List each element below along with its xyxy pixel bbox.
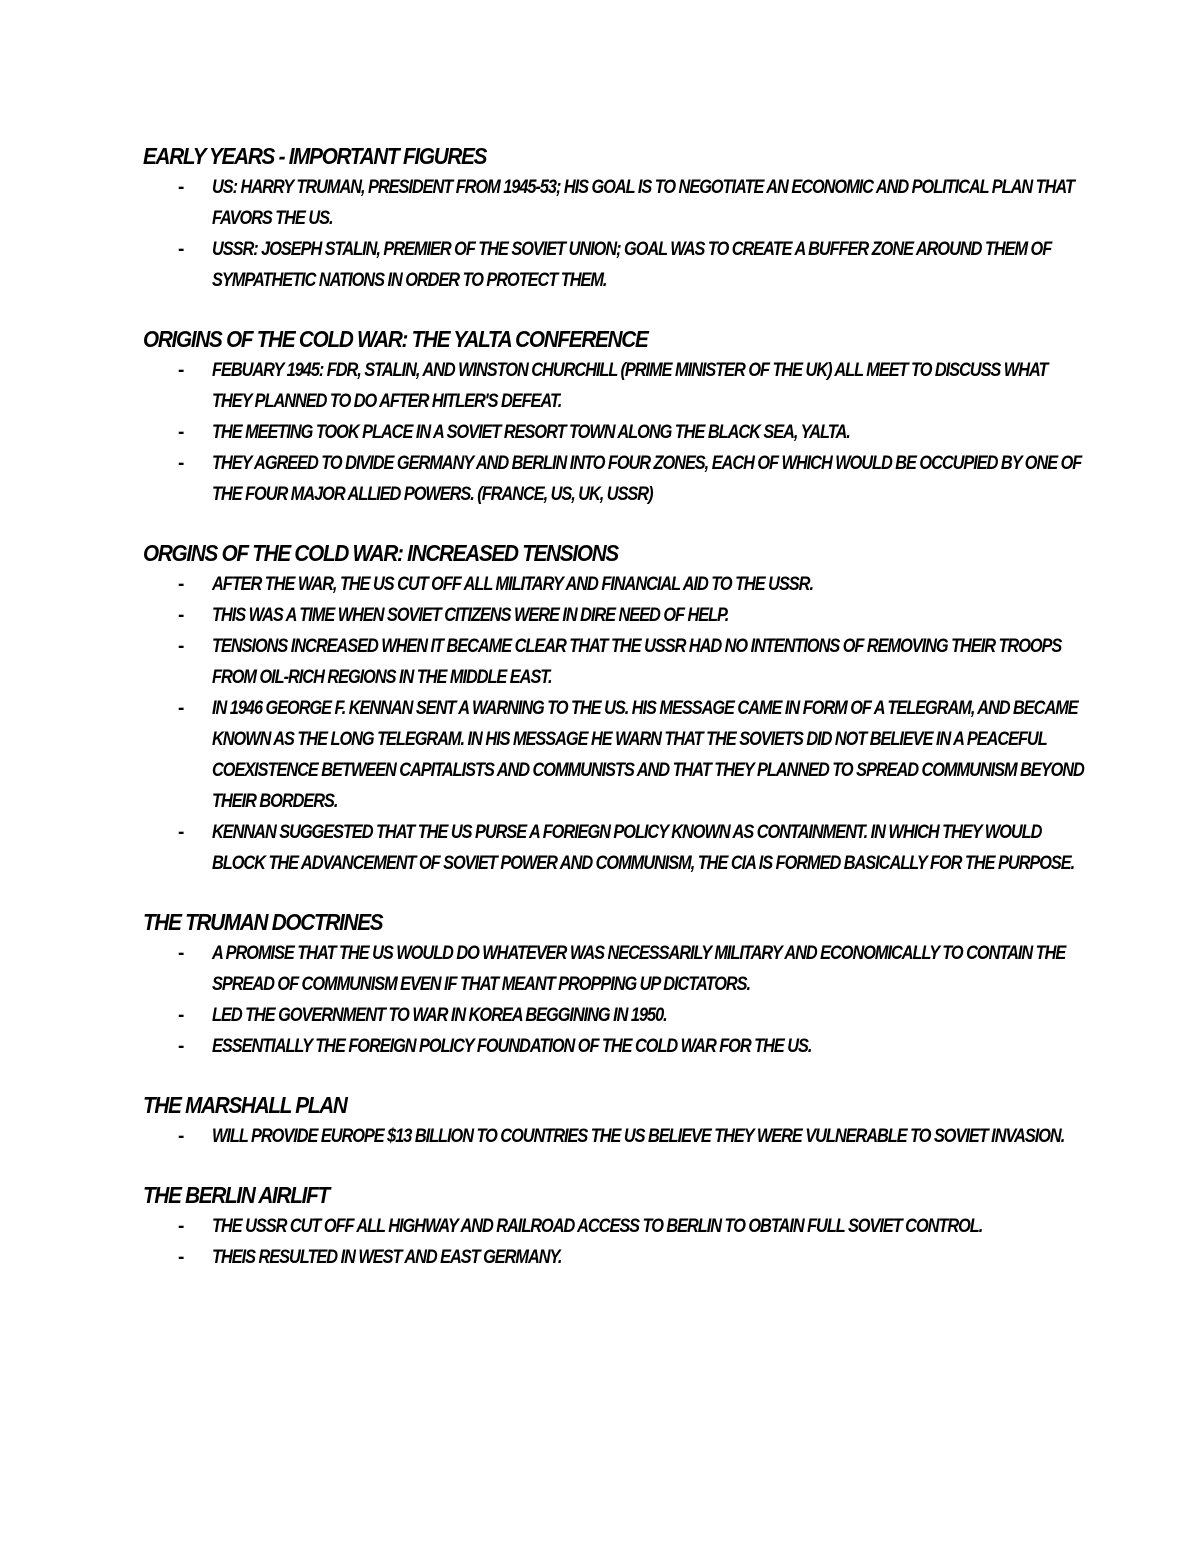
bullet-item <box>143 234 1083 296</box>
bullet-item <box>143 448 1083 510</box>
bullet-text: WILL PROVIDE EUROPE $13 BILLION TO COUNTRIES THE US BELIEVE THEY WERE VULNERABLE TO SOVIET INVASION. <box>212 1126 1065 1147</box>
section-yalta-conference <box>143 323 1083 510</box>
bullet-item <box>143 1000 1083 1031</box>
bullet-list <box>143 569 1083 879</box>
bullet-item <box>143 631 1083 693</box>
bullet-text: A PROMISE THAT THE US WOULD DO WHATEVER WAS NECESSARILY MILITARY AND ECONOMICALLY TO CONTAIN THE SPREAD OF COMMUNISM EVEN IF THAT MEANT PROPPING UP DICTATORS. <box>212 943 1066 995</box>
section-heading: THE TRUMAN DOCTRINES <box>143 909 383 935</box>
bullet-dash: - <box>178 239 184 260</box>
bullet-text: THEY AGREED TO DIVIDE GERMANY AND BERLIN INTO FOUR ZONES, EACH OF WHICH WOULD BE OCCUPIED BY ONE OF THE FOUR MAJOR ALLIED POWERS. (FRANCE, US, UK, USSR) <box>212 453 1082 505</box>
bullet-item <box>143 1242 1083 1273</box>
bullet-text: THEIS RESULTED IN WEST AND EAST GERMANY. <box>212 1247 562 1268</box>
bullet-item <box>143 355 1083 417</box>
bullet-dash: - <box>178 1005 184 1026</box>
bullet-dash: - <box>178 698 184 719</box>
bullet-item <box>143 172 1083 234</box>
section-heading: THE BERLIN AIRLIFT <box>143 1182 329 1208</box>
bullet-text: TENSIONS INCREASED WHEN IT BECAME CLEAR THAT THE USSR HAD NO INTENTIONS OF REMOVING THEIR TROOPS FROM OIL-RICH REGIONS IN THE MIDDLE EAST. <box>212 636 1062 688</box>
bullet-text: AFTER THE WAR, THE US CUT OFF ALL MILITARY AND FINANCIAL AID TO THE USSR. <box>212 574 813 595</box>
bullet-text: THIS WAS A TIME WHEN SOVIET CITIZENS WERE IN DIRE NEED OF HELP. <box>212 605 729 626</box>
bullet-item <box>143 1031 1083 1062</box>
section-heading: THE MARSHALL PLAN <box>143 1092 347 1118</box>
bullet-dash: - <box>178 422 184 443</box>
bullet-item <box>143 600 1083 631</box>
bullet-text: THE USSR CUT OFF ALL HIGHWAY AND RAILROAD ACCESS TO BERLIN TO OBTAIN FULL SOVIET CONTROL. <box>212 1216 983 1237</box>
bullet-list <box>143 355 1083 510</box>
bullet-dash: - <box>178 1247 184 1268</box>
bullet-dash: - <box>178 360 184 381</box>
bullet-list <box>143 1211 1083 1273</box>
bullet-text: USSR: JOSEPH STALIN, PREMIER OF THE SOVIET UNION; GOAL WAS TO CREATE A BUFFER ZONE AROUND THEM OF SYMPATHETIC NATIONS IN ORDER TO PROTECT THEM. <box>212 239 1052 291</box>
bullet-dash: - <box>178 453 184 474</box>
bullet-text: THE MEETING TOOK PLACE IN A SOVIET RESORT TOWN ALONG THE BLACK SEA, YALTA. <box>212 422 850 443</box>
bullet-item <box>143 1121 1083 1152</box>
bullet-item <box>143 938 1083 1000</box>
bullet-list <box>143 172 1083 296</box>
bullet-dash: - <box>178 574 184 595</box>
section-berlin-airlift <box>143 1179 1083 1273</box>
section-heading: EARLY YEARS - IMPORTANT FIGURES <box>143 143 487 169</box>
bullet-item <box>143 569 1083 600</box>
bullet-text: FEBUARY 1945: FDR, STALIN, AND WINSTON CHURCHILL (PRIME MINISTER OF THE UK) ALL MEET TO DISCUSS WHAT THEY PLANNED TO DO AFTER HITLER'S DEFEAT. <box>212 360 1048 412</box>
bullet-text: ESSENTIALLY THE FOREIGN POLICY FOUNDATION OF THE COLD WAR FOR THE US. <box>212 1036 812 1057</box>
bullet-text: IN 1946 GEORGE F. KENNAN SENT A WARNING TO THE US. HIS MESSAGE CAME IN FORM OF A TELEGRAM, AND BECAME KNOWN AS THE LONG TELEGRAM. IN HIS MESSAGE HE WARN THAT THE SOVIETS DID NOT BELIEVE IN A PEACEFUL COEXISTENCE BETWEEN CAPITALISTS AND COMMUNISTS AND THAT THEY PLANNED TO SPREAD COMMUNISM BEYOND THEIR BORDERS. <box>212 698 1084 812</box>
document-body <box>143 140 1083 1300</box>
bullet-item <box>143 417 1083 448</box>
bullet-dash: - <box>178 177 184 198</box>
bullet-text: LED THE GOVERNMENT TO WAR IN KOREA BEGGINING IN 1950. <box>212 1005 667 1026</box>
bullet-dash: - <box>178 605 184 626</box>
section-early-years <box>143 140 1083 296</box>
bullet-dash: - <box>178 822 184 843</box>
section-heading: ORGINS OF THE COLD WAR: INCREASED TENSIONS <box>143 540 618 566</box>
bullet-dash: - <box>178 636 184 657</box>
bullet-list <box>143 938 1083 1062</box>
section-heading: ORIGINS OF THE COLD WAR: THE YALTA CONFERENCE <box>143 326 648 352</box>
bullet-list <box>143 1121 1083 1152</box>
bullet-item <box>143 817 1083 879</box>
bullet-text: US: HARRY TRUMAN, PRESIDENT FROM 1945-53; HIS GOAL IS TO NEGOTIATE AN ECONOMIC AND POLITICAL PLAN THAT FAVORS THE US. <box>212 177 1074 229</box>
bullet-item <box>143 693 1083 817</box>
bullet-dash: - <box>178 943 184 964</box>
section-increased-tensions <box>143 537 1083 879</box>
section-marshall-plan <box>143 1089 1083 1152</box>
bullet-dash: - <box>178 1036 184 1057</box>
bullet-dash: - <box>178 1216 184 1237</box>
bullet-text: KENNAN SUGGESTED THAT THE US PURSE A FORIEGN POLICY KNOWN AS CONTAINMENT. IN WHICH THEY WOULD BLOCK THE ADVANCEMENT OF SOVIET POWER AND COMMUNISM, THE CIA IS FORMED BASICALLY FOR THE PURPOSE. <box>212 822 1075 874</box>
bullet-dash: - <box>178 1126 184 1147</box>
bullet-item <box>143 1211 1083 1242</box>
section-truman-doctrines <box>143 906 1083 1062</box>
